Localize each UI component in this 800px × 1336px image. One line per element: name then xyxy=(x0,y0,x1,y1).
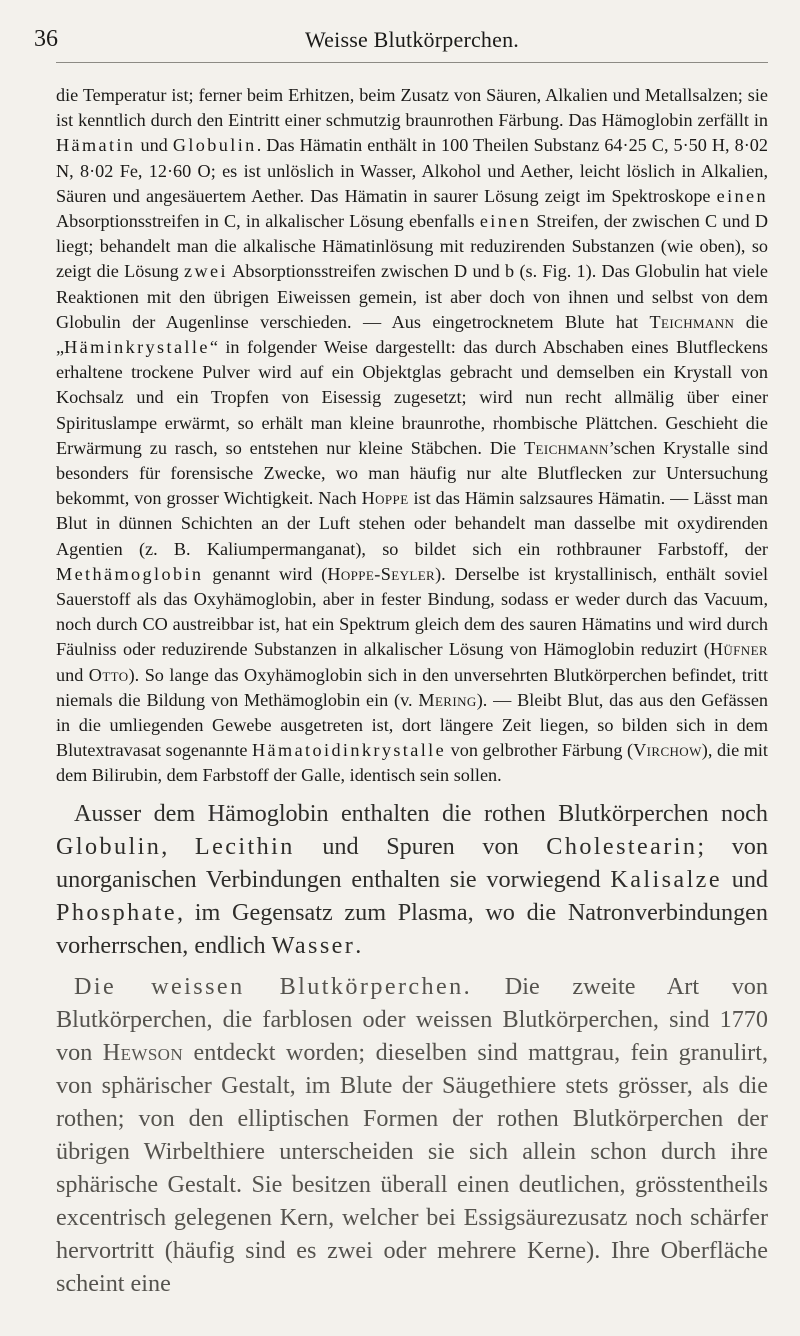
text-run: entdeckt worden; dieselben sind mattgrau, fein granulirt, von sphärischer Gestalt, im Blute der Säugethiere stets grösser, als die rothen; von den elliptischen Formen der rothen Blutkörperchen der übrigen Wirbelthiere unterscheiden sie sich allein schon durch ihre sphärische Gestalt. Sie besitzen überall einen deutlichen, grösstentheils excentrisch gelegenen Kern, welcher bei Essigsäurezusatz noch schärfer hervortritt (häufig sind es zwei oder mehrere Kerne). Ihre Oberfläche scheint eine xyxy=(56,1038,768,1297)
author-otto: Otto xyxy=(88,664,129,685)
author-hewson: Hewson xyxy=(102,1038,184,1066)
text-run: und xyxy=(56,664,89,685)
running-head: Weisse Blutkörperchen. xyxy=(304,27,519,52)
text-run: ). Derselbe ist krystallinisch, enthält soviel Sauerstoff als das Oxyhämoglobin, aber in fester Bindung, sodass er weder durch das Vacuum, noch durch CO austreibbar ist, hat ein Spektrum gleich dem des sauren Hämatins und wird durch Fäulniss oder reduzirende Substanzen in alkalischer Lösung von Hämoglobin reduzirt ( xyxy=(56,563,768,660)
emphasis-haematin: Hämatin xyxy=(56,135,136,156)
emphasis-einen-2: einen xyxy=(479,211,532,232)
text-run: ). So lange das Oxyhämoglobin sich in den unversehrten Blutkörperchen befindet, tritt niemals die Bildung von Methämoglobin ein (v. xyxy=(56,664,768,710)
author-mering: Mering xyxy=(418,689,477,710)
emphasis-globulin: Globulin xyxy=(172,135,257,156)
emphasis-haematoidinkrystalle: Hämatoidinkrystalle xyxy=(252,740,447,761)
text-run: ; von unorganischen Verbindungen enthalten sie vorwiegend xyxy=(56,832,768,893)
small-print-section xyxy=(56,83,768,789)
text-run: ’schen Krystalle sind besonders für forensische Zwecke, wo man häufig nur alte Blutflecken zur Untersuchung bekommt, von grosser Wichtigkeit. Nach xyxy=(56,437,768,509)
author-teichmann: Teichmann xyxy=(649,311,735,332)
text-run: und xyxy=(721,865,769,893)
emphasis-cholestearin: Cholestearin xyxy=(546,832,698,860)
emphasis-kalisalze: Kalisalze xyxy=(610,865,722,893)
large-print-section xyxy=(56,797,768,1300)
text-run: und Spuren von xyxy=(294,832,547,860)
text-run: ). — Bleibt Blut, das aus den Gefässen in die umliegenden Gewebe ausgetreten ist, dort längere Zeit liegen, so bilden sich in dem Blutextravasat sogenannte xyxy=(56,689,768,761)
paragraph-haematin xyxy=(56,83,768,789)
text-run: Streifen, der zwischen C und D liegt; behandelt man die alkalische Hämatinlösung mit reduzirenden Substanzen (wie oben), so zeigt die Lösung xyxy=(56,211,768,282)
text-run: “ in folgender Weise dargestellt: das durch Abschaben eines Blutfleckens erhaltene trockene Pulver wird auf ein Objektglas gebracht und demselben ein Krystall von Kochsalz und ein Tropfen von Eisessig zugesetzt; wird nun recht allmälig über einer Spirituslampe erwärmt, so erhält man kleine braunrothe, rhombische Plättchen. Geschieht die Erwärmung zu rasch, so entstehen nur kleine Stäbchen. Die xyxy=(56,337,768,458)
text-run: und xyxy=(135,135,173,156)
author-hoppe-seyler: Hoppe-Seyler xyxy=(327,563,436,584)
text-run: , xyxy=(161,832,195,860)
emphasis-haeminkrystalle: Häminkrystalle xyxy=(64,337,210,358)
emphasis-methaemoglobin: Methämoglobin xyxy=(56,563,204,584)
text-run: Absorptionsstreifen in C, in alkalischer Lösung ebenfalls xyxy=(56,211,480,232)
book-page xyxy=(34,22,769,1306)
paragraph-white-blood-cells xyxy=(56,970,768,1300)
text-run: , im Gegensatz zum Plasma, wo die Natronverbindungen vorherrschen, endlich xyxy=(56,898,768,959)
text-run: genannt wird ( xyxy=(203,563,328,584)
text-run: die „ xyxy=(56,311,768,358)
text-run: Ausser dem Hämoglobin enthalten die rothen Blutkörperchen noch xyxy=(74,799,768,827)
text-run: Die zweite Art von Blutkörperchen, die farblosen oder weissen Blutkörperchen, sind 1770 von xyxy=(56,972,768,1066)
text-run: Absorptionsstreifen zwischen D und b (s. Fig. 1). Das Globulin hat viele Reaktionen mit den übrigen Eiweissen gemein, ist aber doch von ihnen und selbst von dem Globulin der Augenlinse verschieden. — Aus eingetrocknetem Blute hat xyxy=(56,261,768,332)
emphasis-globulin-2: Globulin xyxy=(56,832,162,860)
paragraph-other-constituents xyxy=(56,797,768,962)
emphasis-zwei: zwei xyxy=(184,261,228,282)
emphasis-phosphate: Phosphate xyxy=(56,898,178,926)
text-run: die Temperatur ist; ferner beim Erhitzen, beim Zusatz von Säuren, Alkalien und Metallsalzen; sie ist kenntlich durch den Eintritt einer schmutzig braunrothen Färbung. Das Hämoglobin zerfällt in xyxy=(56,85,768,131)
author-huefner: Hüfner xyxy=(709,639,768,660)
text-run: . Das Hämatin enthält in 100 Theilen Substanz 64·25 C, 5·50 H, 8·02 N, 8·02 Fe, 12·60 O; es ist unlöslich in Wasser, Alkohol und Aether, leicht löslich in Alkalien, Säuren und angesäuertem Aether. Das Hämatin in saurer Lösung zeigt im Spektroskope xyxy=(56,135,768,206)
author-teichmann-2: Teichmann xyxy=(523,437,609,458)
text-run: . xyxy=(355,931,362,959)
author-hoppe: Hoppe xyxy=(361,488,409,509)
emphasis-einen: einen xyxy=(716,185,768,206)
text-run: ist das Hämin salzsaures Hämatin. — Lässt man Blut in dünnen Schichten an der Luft stehen oder behandelt man dasselbe mit oxydirenden Agentien (z. B. Kaliumpermanganat), so bildet sich ein rothbrauner Farbstoff, der xyxy=(56,488,768,559)
page-number: 36 xyxy=(34,26,58,52)
text-run: ), die mit dem Bilirubin, dem Farbstoff der Galle, identisch sein sollen. xyxy=(56,740,768,786)
section-heading-white-cells: Die weissen Blutkörperchen. xyxy=(74,972,473,1000)
emphasis-wasser: Wasser xyxy=(271,931,356,959)
text-run: von gelbrother Färbung ( xyxy=(446,740,634,761)
emphasis-lecithin: Lecithin xyxy=(194,832,295,860)
page-header xyxy=(34,22,768,63)
author-virchow: Virchow xyxy=(633,740,702,761)
